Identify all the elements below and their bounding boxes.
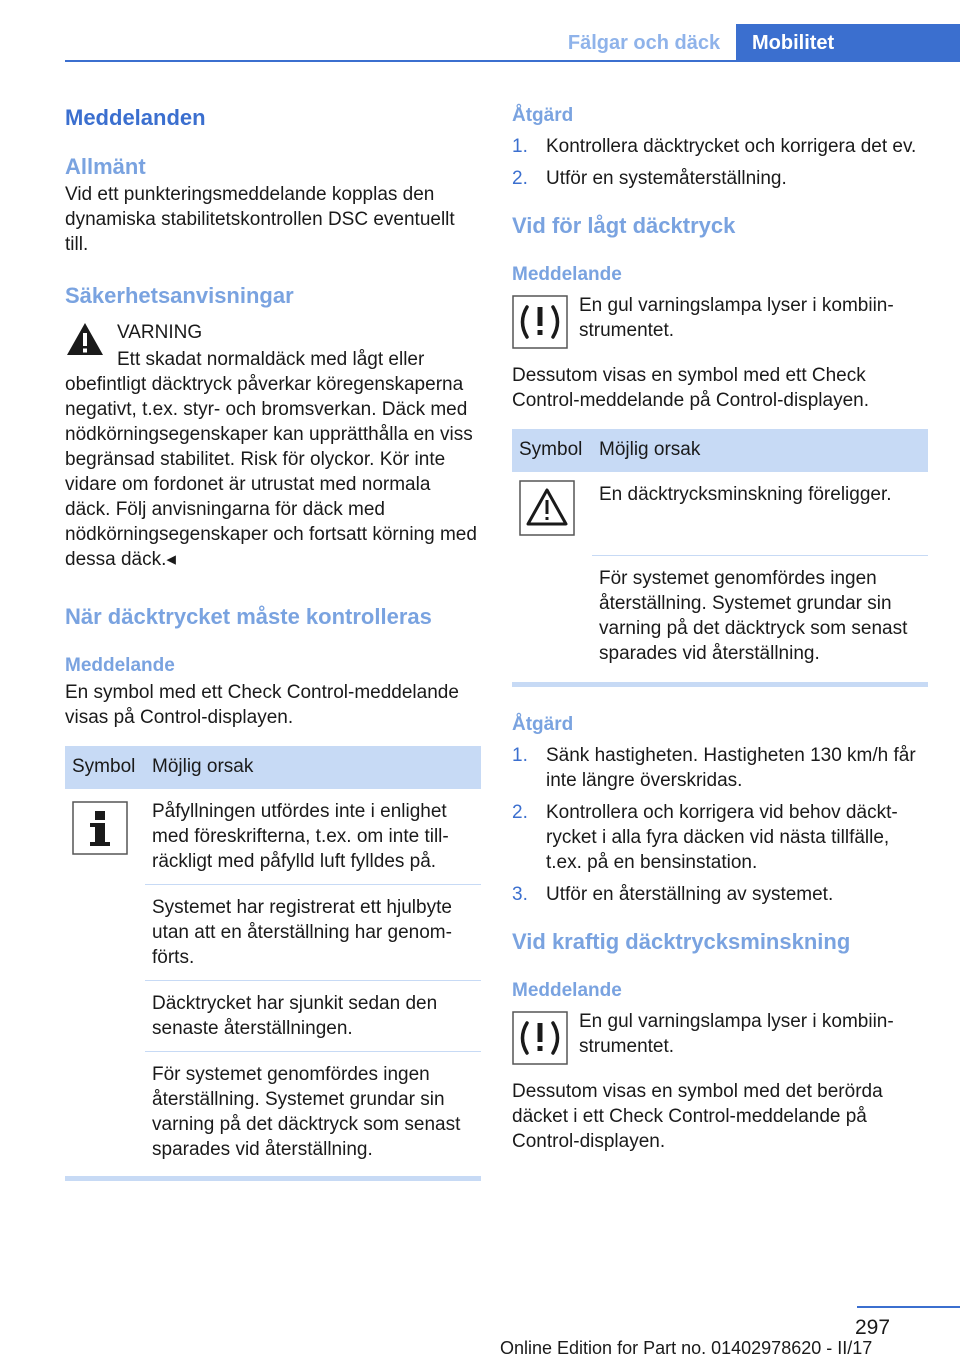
list-item-text: Kontrollera däcktrycket och korrigera det ev.	[546, 136, 917, 157]
list-item-text: Kontrollera och korrigera vid behov däcktrycket i alla fyra däcken vid nästa tillfälle, t.ex. på en bensinstation.	[546, 801, 898, 873]
safety-heading: Säkerhetsanvisningar	[65, 283, 294, 308]
symbol-cause-table	[65, 746, 481, 1172]
list-item-text: Utför en systemåterställning.	[546, 168, 787, 189]
edition-note: Online Edition for Part no. 01402978620 - II/17	[500, 1338, 873, 1358]
general-heading: Allmänt	[65, 154, 146, 179]
message-text: En symbol med ett Check Control-meddelande visas på Control-displayen.	[65, 682, 459, 728]
table-row	[512, 555, 928, 676]
table-row	[65, 1052, 481, 1173]
left-column	[65, 100, 481, 1181]
table-cell-cause: För systemet genomfördes ingen återställning. Systemet grundar sin varning på det däcktryck som senast sparades vid återställning.	[145, 1052, 481, 1173]
list-item	[512, 743, 928, 793]
table-cell-cause: Systemet har registrerat ett hjulbyte utan att en återställning har genomförts.	[145, 885, 481, 981]
list-item-number: 3.	[512, 883, 528, 905]
list-item-text: Sänk hastigheten. Hastigheten 130 km/h får inte längre överskridas.	[546, 744, 916, 791]
header-divider	[65, 60, 960, 62]
list-item-number: 2.	[512, 801, 528, 823]
table-header-symbol: Symbol	[65, 746, 145, 789]
table-bottom-rule	[512, 682, 928, 687]
low-pressure-heading: Vid för lågt däcktryck	[512, 213, 736, 238]
table-cell-cause: Däcktrycket har sjunkit sedan den senaste återställningen.	[145, 981, 481, 1052]
warning-lamp-row	[512, 293, 928, 353]
general-text: Vid ett punkteringsmeddelande kopplas den dynamiska stabilitetskontrollen DSC eventuellt till.	[65, 184, 455, 255]
tire-pressure-warning-lamp-icon	[512, 295, 568, 349]
warning-lamp-row	[512, 1009, 928, 1069]
list-item-number: 1.	[512, 744, 528, 766]
check-control-text: Dessutom visas en symbol med det berörda däcket i ett Check Control-meddelande på Control-displayen.	[512, 1080, 883, 1152]
list-item	[512, 882, 928, 907]
warning-lamp-text: En gul varningslampa lyser i kombiinstrumentet.	[579, 295, 894, 341]
list-item-number: 2.	[512, 168, 528, 189]
table-cell-cause: Påfyllningen utfördes inte i enlighet med föreskrifterna, t.ex. om inte tillräckligt med påfylld luft fylldes på.	[152, 801, 449, 872]
table-header-cause: Möjlig orsak	[592, 429, 928, 472]
strong-drop-heading: Vid kraftig däcktrycksminskning	[512, 928, 851, 954]
table-bottom-rule	[65, 1176, 481, 1181]
table-row	[65, 885, 481, 981]
list-item-number: 1.	[512, 136, 528, 157]
action-heading: Åtgärd	[512, 105, 574, 126]
action-list	[512, 743, 928, 907]
check-control-text: Dessutom visas en symbol med ett Check Control-meddelande på Control-displayen.	[512, 365, 869, 411]
table-cell-cause: En däcktrycksminskning föreligger.	[599, 484, 892, 505]
table-header-cause: Möjlig orsak	[145, 746, 481, 789]
warning-text: obefintligt däcktryck påverkar köregenskaperna negativt, t.ex. styr- och bromsverkan. Däck med nödkörningsegenskaper kan upprätthålla en viss begränsad stabilitet. Risk för olyckor. Kör inte vidare om fordonet är utrustat med normala däck. Följ anvisningarna för däck med nödkörningsegenskaper och fortsatt körning med dessa däck.◂	[65, 374, 477, 570]
table-header-symbol: Symbol	[512, 429, 592, 472]
list-item-text: Utför en återställning av systemet.	[546, 883, 834, 905]
list-item	[512, 166, 928, 191]
list-item	[512, 800, 928, 875]
info-icon	[72, 801, 128, 855]
message-heading: Meddelande	[512, 979, 622, 1001]
right-column	[512, 100, 928, 1154]
warning-lamp-text: En gul varningslampa lyser i kombiinstrumentet.	[579, 1010, 894, 1057]
table-row	[65, 981, 481, 1052]
symbol-cause-table	[512, 429, 928, 676]
table-row	[512, 472, 928, 555]
action-list	[512, 134, 928, 191]
message-heading: Meddelande	[65, 655, 175, 676]
section-tab-mobility[interactable]: Mobilitet	[736, 24, 960, 62]
warning-triangle-icon	[519, 480, 575, 536]
message-heading: Meddelande	[512, 264, 622, 285]
action-heading: Åtgärd	[512, 713, 574, 735]
page-number: 297	[855, 1316, 891, 1339]
table-cell-cause: För systemet genomfördes ingen återställning. Systemet grundar sin varning på det däcktryck som senast sparades vid återställning.	[592, 555, 928, 676]
warning-triangle-icon	[65, 321, 105, 357]
warning-block	[65, 319, 481, 572]
page-title: Meddelanden	[65, 105, 206, 130]
warning-label: VARNING	[117, 322, 203, 343]
footer-divider	[857, 1306, 960, 1308]
table-row	[65, 789, 481, 885]
tire-pressure-warning-lamp-icon	[512, 1011, 568, 1065]
section-tab-wheels-tires[interactable]: Fälgar och däck	[567, 32, 721, 54]
warning-text-first-line: Ett skadat normaldäck med lågt eller	[117, 349, 425, 370]
list-item	[512, 134, 928, 159]
check-pressure-heading: När däcktrycket måste kontrolleras	[65, 604, 432, 629]
